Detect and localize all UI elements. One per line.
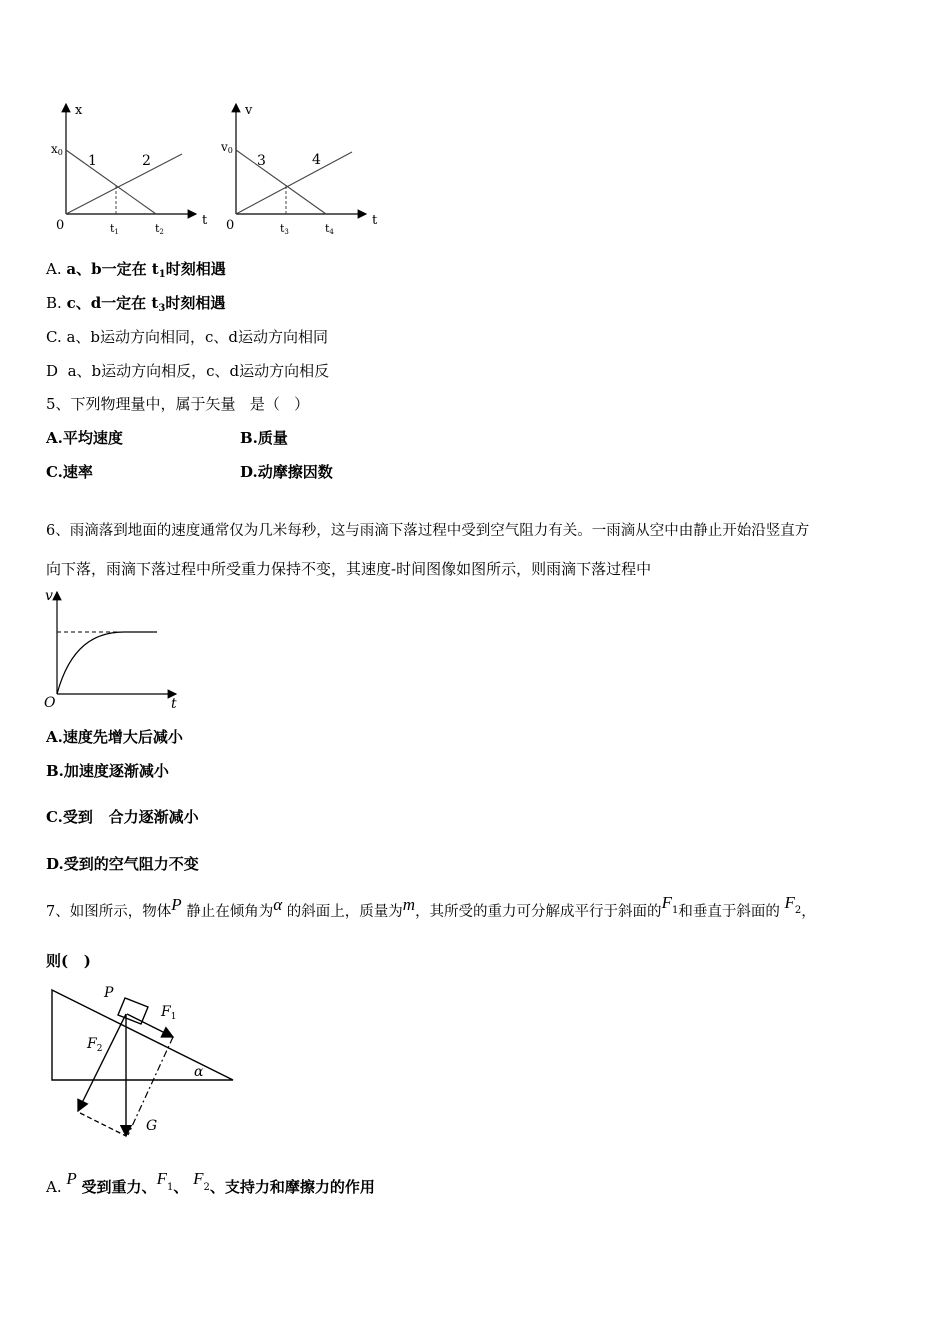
- velocity-curve: [57, 632, 157, 694]
- x-axis-label: t: [202, 213, 208, 228]
- q6-stem-line2: 向下落，雨滴下落过程中所受重力保持不变，其速度-时间图像如图所示，则雨滴下落过程中: [46, 560, 652, 578]
- t3-label: t3: [280, 222, 289, 236]
- q6-option-c: C.受到 合力逐渐减小: [46, 808, 199, 826]
- origin-label: O: [44, 695, 56, 711]
- q7-option-a: A. P 受到重力、$F_1$、 $F_2$、支持力和摩擦力的作用: [46, 1169, 375, 1196]
- q4-option-c: C. a、b运动方向相同，c、d运动方向相同: [46, 328, 329, 346]
- q6-option-b: B.加速度逐渐减小: [46, 762, 169, 780]
- f1-label: $F_1$: [161, 1004, 177, 1022]
- raindrop-vt-graph: [40, 586, 190, 711]
- line-3-label: 3: [257, 153, 266, 169]
- x-axis-label: t: [171, 696, 177, 711]
- g-label: G: [146, 1118, 158, 1134]
- p-label: P: [104, 985, 114, 1001]
- line-4-label: 4: [312, 152, 321, 168]
- q5-stem: 5、下列物理量中，属于矢量 是（ ）: [46, 395, 310, 413]
- line-4: [236, 152, 352, 214]
- y-axis-label: v: [245, 103, 253, 118]
- vt-graph: [218, 98, 388, 238]
- q4-option-d: D a、b运动方向相反，c、d运动方向相反: [46, 362, 330, 380]
- alpha-label: α: [194, 1064, 204, 1080]
- line-1-label: 1: [88, 153, 97, 169]
- q5-option-d: D.动摩擦因数: [240, 463, 333, 481]
- q5-option-c: C.速率: [46, 463, 93, 481]
- q7-stem-line2: 则( ): [46, 952, 91, 970]
- q5-option-a: A.平均速度: [46, 429, 123, 447]
- incline-force-diagram: [40, 980, 250, 1140]
- f2-label: $F_2$: [87, 1036, 103, 1054]
- y-axis-label: x: [75, 103, 83, 118]
- q5-option-b: B.质量: [240, 429, 288, 447]
- t1-label: t1: [110, 222, 119, 236]
- origin-label: 0: [226, 218, 235, 233]
- line-2-label: 2: [142, 153, 151, 169]
- v0-label: v0: [221, 140, 233, 155]
- xt-graph: [48, 98, 218, 238]
- incline: [52, 990, 233, 1080]
- q6-option-a: A.速度先增大后减小: [46, 728, 183, 746]
- x-axis-label: t: [372, 213, 378, 228]
- q7-stem-line1: 7、如图所示，物体P 静止在倾角为α 的斜面上，质量为m，其所受的重力可分解成平行于斜面的$F_1$和垂直于斜面的 $F_2$，: [46, 893, 816, 920]
- q4-option-b: B. c、d一定在 $t_3$时刻相遇: [46, 294, 226, 314]
- f2-arrow: [78, 1014, 126, 1111]
- q6-option-d: D.受到的空气阻力不变: [46, 855, 199, 873]
- origin-label: 0: [56, 218, 65, 233]
- t2-label: t2: [155, 222, 164, 236]
- q6-stem-line1: 6、雨滴落到地面的速度通常仅为几米每秒，这与雨滴下落过程中受到空气阻力有关。一雨滴从空中由静止开始沿竖直方: [46, 523, 810, 539]
- x0-label: x0: [51, 142, 63, 157]
- y-axis-label: v: [45, 588, 53, 604]
- q4-option-a: A. a、b一定在 $t_1$时刻相遇: [46, 260, 226, 280]
- dashed-side-1: [80, 1113, 126, 1136]
- t4-label: t4: [325, 222, 334, 236]
